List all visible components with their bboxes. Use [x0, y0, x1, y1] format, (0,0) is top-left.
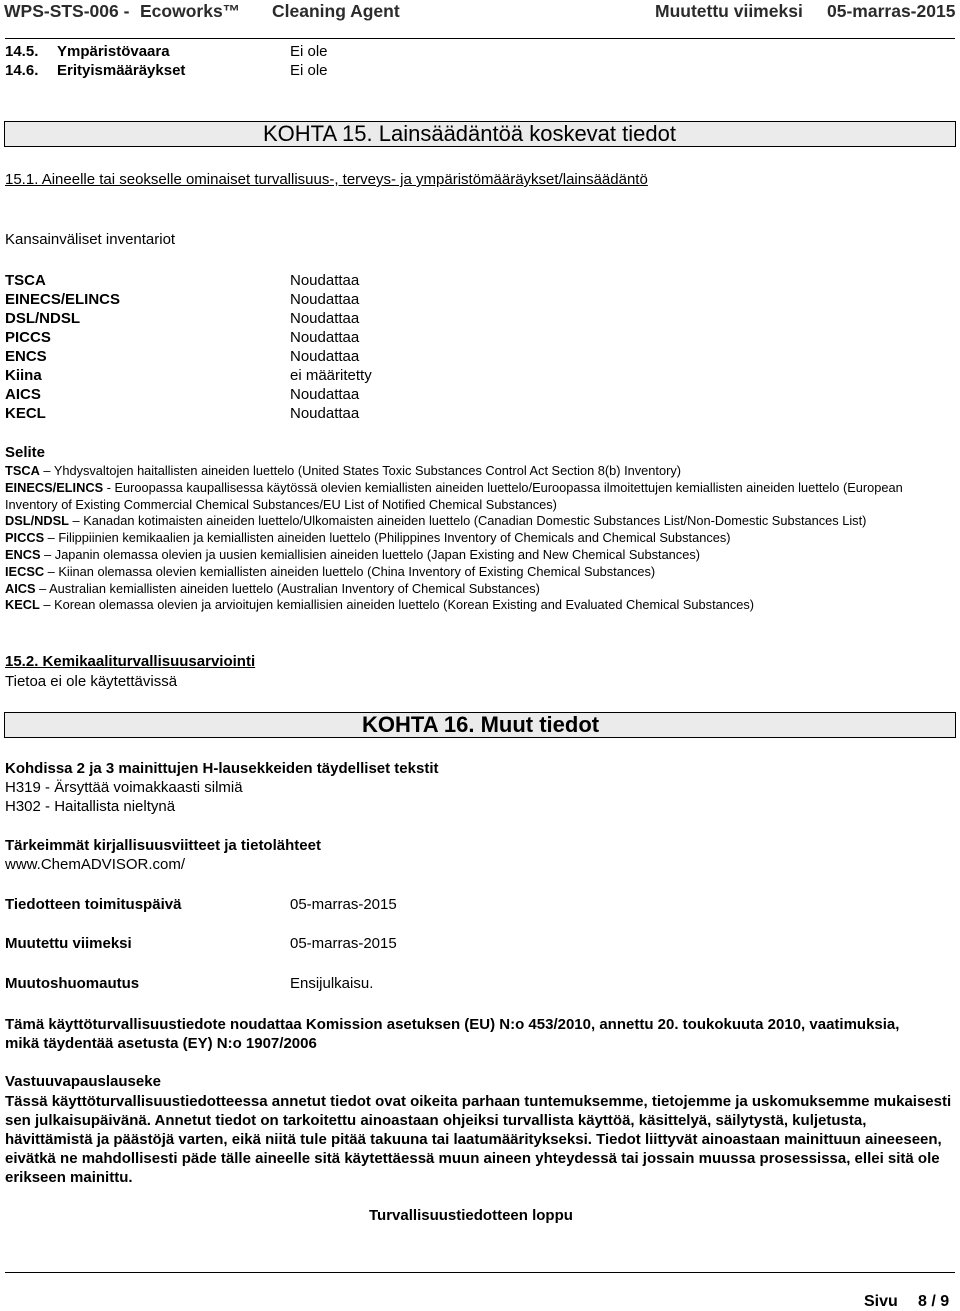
- row-value: Ei ole: [290, 43, 328, 60]
- row-num: 14.5.: [5, 43, 39, 60]
- section16-title: KOHTA 16. Muut tiedot: [362, 712, 600, 737]
- date-value: 05-marras-2015: [290, 935, 397, 952]
- subsection-15-1: 15.1. Aineelle tai seokselle ominaiset turvallisuus-, terveys- ja ympäristömääräykset/lainsäädäntö: [5, 171, 648, 188]
- legend-text: – Kanadan kotimaisten aineiden luettelo/Ulkomaisten aineiden luettelo (Canadian Domestic Substances List/Non-Domestic Substances List): [69, 513, 867, 529]
- section16-header: [4, 712, 956, 738]
- section15-title: KOHTA 15. Lainsäädäntöä koskevat tiedot: [263, 121, 676, 146]
- product-name: Ecoworks™: [140, 1, 241, 21]
- inventory-status: Noudattaa: [290, 272, 360, 289]
- inventory-name: DSL/NDSL: [5, 310, 80, 327]
- revised-date: 05-marras-2015: [827, 1, 956, 21]
- legend-abbr: DSL/NDSL: [5, 513, 69, 529]
- inventory-status: Noudattaa: [290, 348, 360, 365]
- legend-text: – Australian kemiallisten aineiden luettelo (Australian Inventory of Chemical Substances): [35, 580, 540, 596]
- inventory-name: Kiina: [5, 367, 42, 384]
- legend-abbr: KECL: [5, 597, 40, 613]
- legend-text: – Filippiinien kemikaalien ja kemiallisten aineiden luettelo (Philippines Inventory of Chemicals and Chemical Substances): [44, 530, 731, 546]
- footer-rule: [5, 1272, 955, 1273]
- refs-heading: Tärkeimmät kirjallisuusviitteet ja tietolähteet: [5, 837, 321, 854]
- legend-list: [5, 463, 955, 614]
- inventory-status: Noudattaa: [290, 291, 360, 308]
- subsection-15-2: 15.2. Kemikaaliturvallisuusarviointi: [5, 653, 256, 670]
- legend-item: [5, 597, 955, 614]
- h-statement: H319 - Ärsyttää voimakkaasti silmiä: [5, 779, 243, 796]
- row-label: Erityismääräykset: [57, 62, 186, 79]
- legend-text: – Kiinan olemassa olevien kemiallisten aineiden luettelo (China Inventory of Existing Chemical Substances): [44, 563, 656, 579]
- row-value: Ei ole: [290, 62, 328, 79]
- legend-abbr: TSCA: [5, 463, 40, 478]
- inventory-name: TSCA: [5, 272, 46, 289]
- refs-url: www.ChemADVISOR.com/: [5, 856, 186, 873]
- legend-text: – Yhdysvaltojen haitallisten aineiden luettelo (United States Toxic Substances Control Act Section 8(b) Inventory): [39, 463, 681, 478]
- section15-header: [4, 121, 956, 147]
- legend-item: [5, 547, 955, 564]
- inventory-name: PICCS: [5, 329, 51, 346]
- date-label: Tiedotteen toimituspäivä: [5, 896, 182, 913]
- legend-text: - Euroopassa kaupallisessa käytössä olevien kemiallisten aineiden luettelo/Euroopassa ilmoitettujen kemiallisten aineiden luettelo (European Inventory of Existing Commercial Chemical Substances/EU List of Notified Chemical Substances): [5, 479, 903, 512]
- page-number: 8 / 9: [918, 1293, 950, 1310]
- revised-label: Muutettu viimeksi: [655, 1, 803, 21]
- inventory-name: KECL: [5, 405, 46, 422]
- date-value: 05-marras-2015: [290, 896, 397, 913]
- inventory-name: ENCS: [5, 348, 47, 365]
- product-type: Cleaning Agent: [272, 1, 400, 21]
- legend-item: [5, 463, 955, 480]
- legend-abbr: PICCS: [5, 530, 45, 546]
- doc-id: WPS-STS-006 -: [4, 1, 130, 21]
- page-label: Sivu: [864, 1293, 898, 1310]
- inventory-status: Noudattaa: [290, 310, 360, 327]
- legend-heading: Selite: [5, 444, 46, 461]
- disclaimer-heading: Vastuuvapauslauseke: [5, 1073, 161, 1090]
- legend-abbr: ENCS: [5, 546, 41, 562]
- legend-text: – Korean olemassa olevien ja arvioitujen kemiallisien aineiden luettelo (Korean Existing and Evaluated Chemical Substances): [39, 597, 755, 613]
- subsection-15-2-text: Tietoa ei ole käytettävissä: [5, 673, 178, 690]
- legend-text: – Japanin olemassa olevien ja uusien kemiallisien aineiden luettelo (Japan Existing and New Chemical Substances): [40, 546, 700, 562]
- header-rule: [5, 38, 955, 39]
- legend-item: [5, 564, 955, 581]
- legend-item: [5, 513, 955, 530]
- inventory-name: EINECS/ELINCS: [5, 291, 121, 308]
- row-num: 14.6.: [5, 62, 39, 79]
- date-label: Muutoshuomautus: [5, 975, 140, 992]
- inventory-status: Noudattaa: [290, 386, 360, 403]
- inventory-status: ei määritetty: [290, 367, 372, 384]
- legend-item: [5, 581, 955, 598]
- compliance-text: Tämä käyttöturvallisuustiedote noudattaa Komission asetuksen (EU) N:o 453/2010, annettu 20. toukokuuta 2010, vaatimuksia, mikä täydentää asetusta (EY) N:o 1907/2006: [5, 1016, 900, 1052]
- inventory-status: Noudattaa: [290, 405, 360, 422]
- inventory-name: AICS: [5, 386, 41, 403]
- inventories-heading: Kansainväliset inventariot: [5, 231, 176, 248]
- legend-abbr: EINECS/ELINCS: [5, 479, 104, 495]
- legend-abbr: AICS: [5, 580, 36, 596]
- legend-item: [5, 480, 955, 514]
- legend-item: [5, 530, 955, 547]
- row-label: Ympäristövaara: [57, 43, 170, 60]
- legend-abbr: IECSC: [5, 563, 45, 579]
- h-statements-heading: Kohdissa 2 ja 3 mainittujen H-lausekkeiden täydelliset tekstit: [5, 760, 439, 777]
- end-of-document: Turvallisuustiedotteen loppu: [369, 1207, 573, 1224]
- date-label: Muutettu viimeksi: [5, 935, 132, 952]
- date-value: Ensijulkaisu.: [290, 975, 374, 992]
- disclaimer-text: Tässä käyttöturvallisuustiedotteessa annetut tiedot ovat oikeita parhaan tuntemuksemme, tietojemme ja uskomuksemme mukaisesti sen julkaisupäivänä. Annetut tiedot on tarkoitettu ainoastaan ohjeiksi turvallista käyttöä, käsittelyä, säilytystä, kuljetusta, hävittämistä ja päästöjä varten, eikä niitä tule pitää takuuna tai laatumääritykseksi. Tiedot liittyvät ainoastaan mainittuun aineeseen, eivätkä ne mahdollisesti päde tälle aineelle sitä käytettäessä muun aineen yhteydessä tai jossain muussa prosessissa, ellei sitä ole erikseen mainittu.: [5, 1093, 952, 1186]
- h-statement: H302 - Haitallista nieltynä: [5, 798, 176, 815]
- inventory-status: Noudattaa: [290, 329, 360, 346]
